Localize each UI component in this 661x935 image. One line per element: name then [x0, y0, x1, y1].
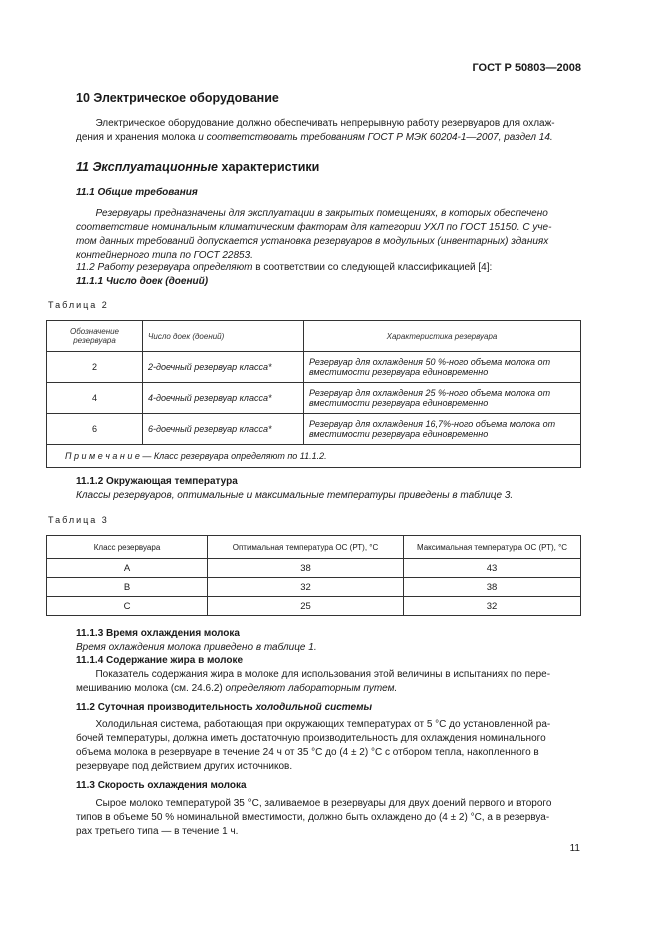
table-row — [47, 383, 581, 414]
s11-1-4-line-2b: определяют лабораторным путем. — [222, 683, 398, 694]
s11-2-line-4: резервуаре под действием других источников. — [76, 761, 293, 772]
subsection-11-1-text — [76, 207, 581, 263]
subsection-11-1-1-title: 11.1.1 Число доек (доений) — [76, 276, 209, 287]
table-2-caption: Таблица 2 — [48, 300, 109, 310]
table-cell: 4-доечный резервуар класса* — [143, 383, 304, 414]
table-row — [47, 414, 581, 445]
table-cell: 6 — [47, 414, 143, 445]
table-cell: В — [47, 578, 208, 597]
subsection-11-1-2-text: Классы резервуаров, оптимальные и максимальные температуры приведены в таблице 3. — [76, 490, 514, 501]
section-10-line-2a: дения и хранения молока — [76, 132, 196, 143]
section-10-line-2b: и соответствовать требованиям ГОСТ Р МЭК 60204-1—2007, раздел 14. — [195, 132, 553, 143]
table-cell: 25 — [208, 597, 404, 616]
table-cell: А — [47, 559, 208, 578]
subsection-11-2-intro — [76, 261, 492, 275]
subsection-11-1-title: 11.1 Общие требования — [76, 187, 198, 198]
table-cell: 32 — [404, 597, 581, 616]
s11-2-intro-b: в соответствии со следующей классификацией [4]: — [252, 262, 493, 273]
subsection-11-1-4-text — [76, 668, 581, 696]
table-row — [47, 559, 581, 578]
table-3 — [46, 535, 581, 616]
s11-1-line-2: соответствие номинальным климатическим факторам для категории УХЛ по ГОСТ 15150. С уче- — [76, 222, 552, 233]
table-3-header: Оптимальная температура ОС (РТ), °С — [208, 536, 404, 559]
s11-3-line-1: Сырое молоко температурой 35 °С, заливаемое в резервуары для двух доений первого и второго — [95, 798, 552, 809]
table-cell: Резервуар для охлаждения 50 %-ного объема молока от вместимости резервуара единовременно — [304, 352, 581, 383]
section-10-text — [76, 117, 581, 145]
subsection-11-1-2-title: 11.1.2 Окружающая температура — [76, 476, 238, 487]
table-3-caption: Таблица 3 — [48, 515, 109, 525]
table-2-note: П р и м е ч а н и е — Класс резервуара определяют по 11.1.2. — [47, 445, 581, 468]
table-2-header: Характеристика резервуара — [304, 321, 581, 352]
table-2-header: Обозначение резервуара — [47, 321, 143, 352]
s11-3-line-2: типов в объеме 50 % номинальной вместимости, должно быть охлаждено до (4 ± 2) °С, а в резервуа- — [76, 812, 550, 823]
s11-1-line-1: Резервуары предназначены для эксплуатации в закрытых помещениях, в которых обеспечено — [95, 208, 548, 219]
s11-2-line-3: объема молока в резервуаре в течение 24 ч от 35 °С до (4 ± 2) °С с отбором тепла, накопленного в — [76, 747, 539, 758]
s11-2-title-a: 11.2 Суточная производительность — [76, 702, 256, 713]
table-2 — [46, 320, 581, 468]
s11-2-line-1: Холодильная система, работающая при окружающих температурах от 5 °С до установленной ра- — [95, 719, 551, 730]
subsection-11-1-4-title: 11.1.4 Содержание жира в молоке — [76, 655, 244, 666]
table-cell: 6-доечный резервуар класса* — [143, 414, 304, 445]
s11-1-4-line-2a: мешиванию молока (см. 24.6.2) — [76, 683, 223, 694]
subsection-11-1-3-title: 11.1.3 Время охлаждения молока — [76, 628, 240, 639]
table-3-header: Максимальная температура ОС (РТ), °С — [404, 536, 581, 559]
s11-2-title-b: холодильной системы — [255, 702, 373, 713]
table-2-header: Число доек (доений) — [143, 321, 304, 352]
page-number: 11 — [569, 843, 580, 854]
table-cell: 2-доечный резервуар класса* — [143, 352, 304, 383]
table-cell: 2 — [47, 352, 143, 383]
section-10-line-1: Электрическое оборудование должно обеспечивать непрерывную работу резервуаров для охлаж- — [95, 118, 555, 129]
document-code: ГОСТ Р 50803—2008 — [472, 62, 581, 74]
subsection-11-3-text — [76, 797, 581, 839]
table-cell: 38 — [404, 578, 581, 597]
table-cell: 32 — [208, 578, 404, 597]
table-cell: 38 — [208, 559, 404, 578]
subsection-11-2-title — [76, 701, 372, 715]
table-row — [47, 597, 581, 616]
table-cell: 4 — [47, 383, 143, 414]
section-11-title-a: 11 Эксплуатационные — [76, 160, 219, 174]
s11-3-line-3: рах третьего типа — в течение 1 ч. — [76, 826, 239, 837]
section-10-title: 10 Электрическое оборудование — [76, 91, 279, 105]
table-cell: Резервуар для охлаждения 16,7%-ного объема молока от вместимости резервуара единовременно — [304, 414, 581, 445]
table-cell: 43 — [404, 559, 581, 578]
s11-1-line-4: контейнерного типа по ГОСТ 22853. — [76, 250, 253, 261]
table-3-header: Класс резервуара — [47, 536, 208, 559]
table-row — [47, 578, 581, 597]
subsection-11-2-text — [76, 718, 581, 774]
table-row — [47, 352, 581, 383]
subsection-11-1-3-text: Время охлаждения молока приведено в таблице 1. — [76, 642, 317, 653]
s11-2-line-2: бочей температуры, должна иметь достаточную производительность для охлаждения номинального — [76, 733, 546, 744]
subsection-11-3-title: 11.3 Скорость охлаждения молока — [76, 780, 247, 791]
section-11-title — [76, 160, 319, 174]
s11-1-line-3: том данных требований допускается установка резервуаров в модульных (инвентарных) зданиях — [76, 236, 549, 247]
table-cell: Резервуар для охлаждения 25 %-ного объема молока от вместимости резервуара единовременно — [304, 383, 581, 414]
table-cell: С — [47, 597, 208, 616]
s11-2-intro-a: 11.2 Работу резервуара определяют — [76, 262, 253, 273]
section-11-title-b: характеристики — [218, 160, 320, 174]
s11-1-4-line-1: Показатель содержания жира в молоке для использования этой величины в испытаниях по пере- — [95, 669, 551, 680]
